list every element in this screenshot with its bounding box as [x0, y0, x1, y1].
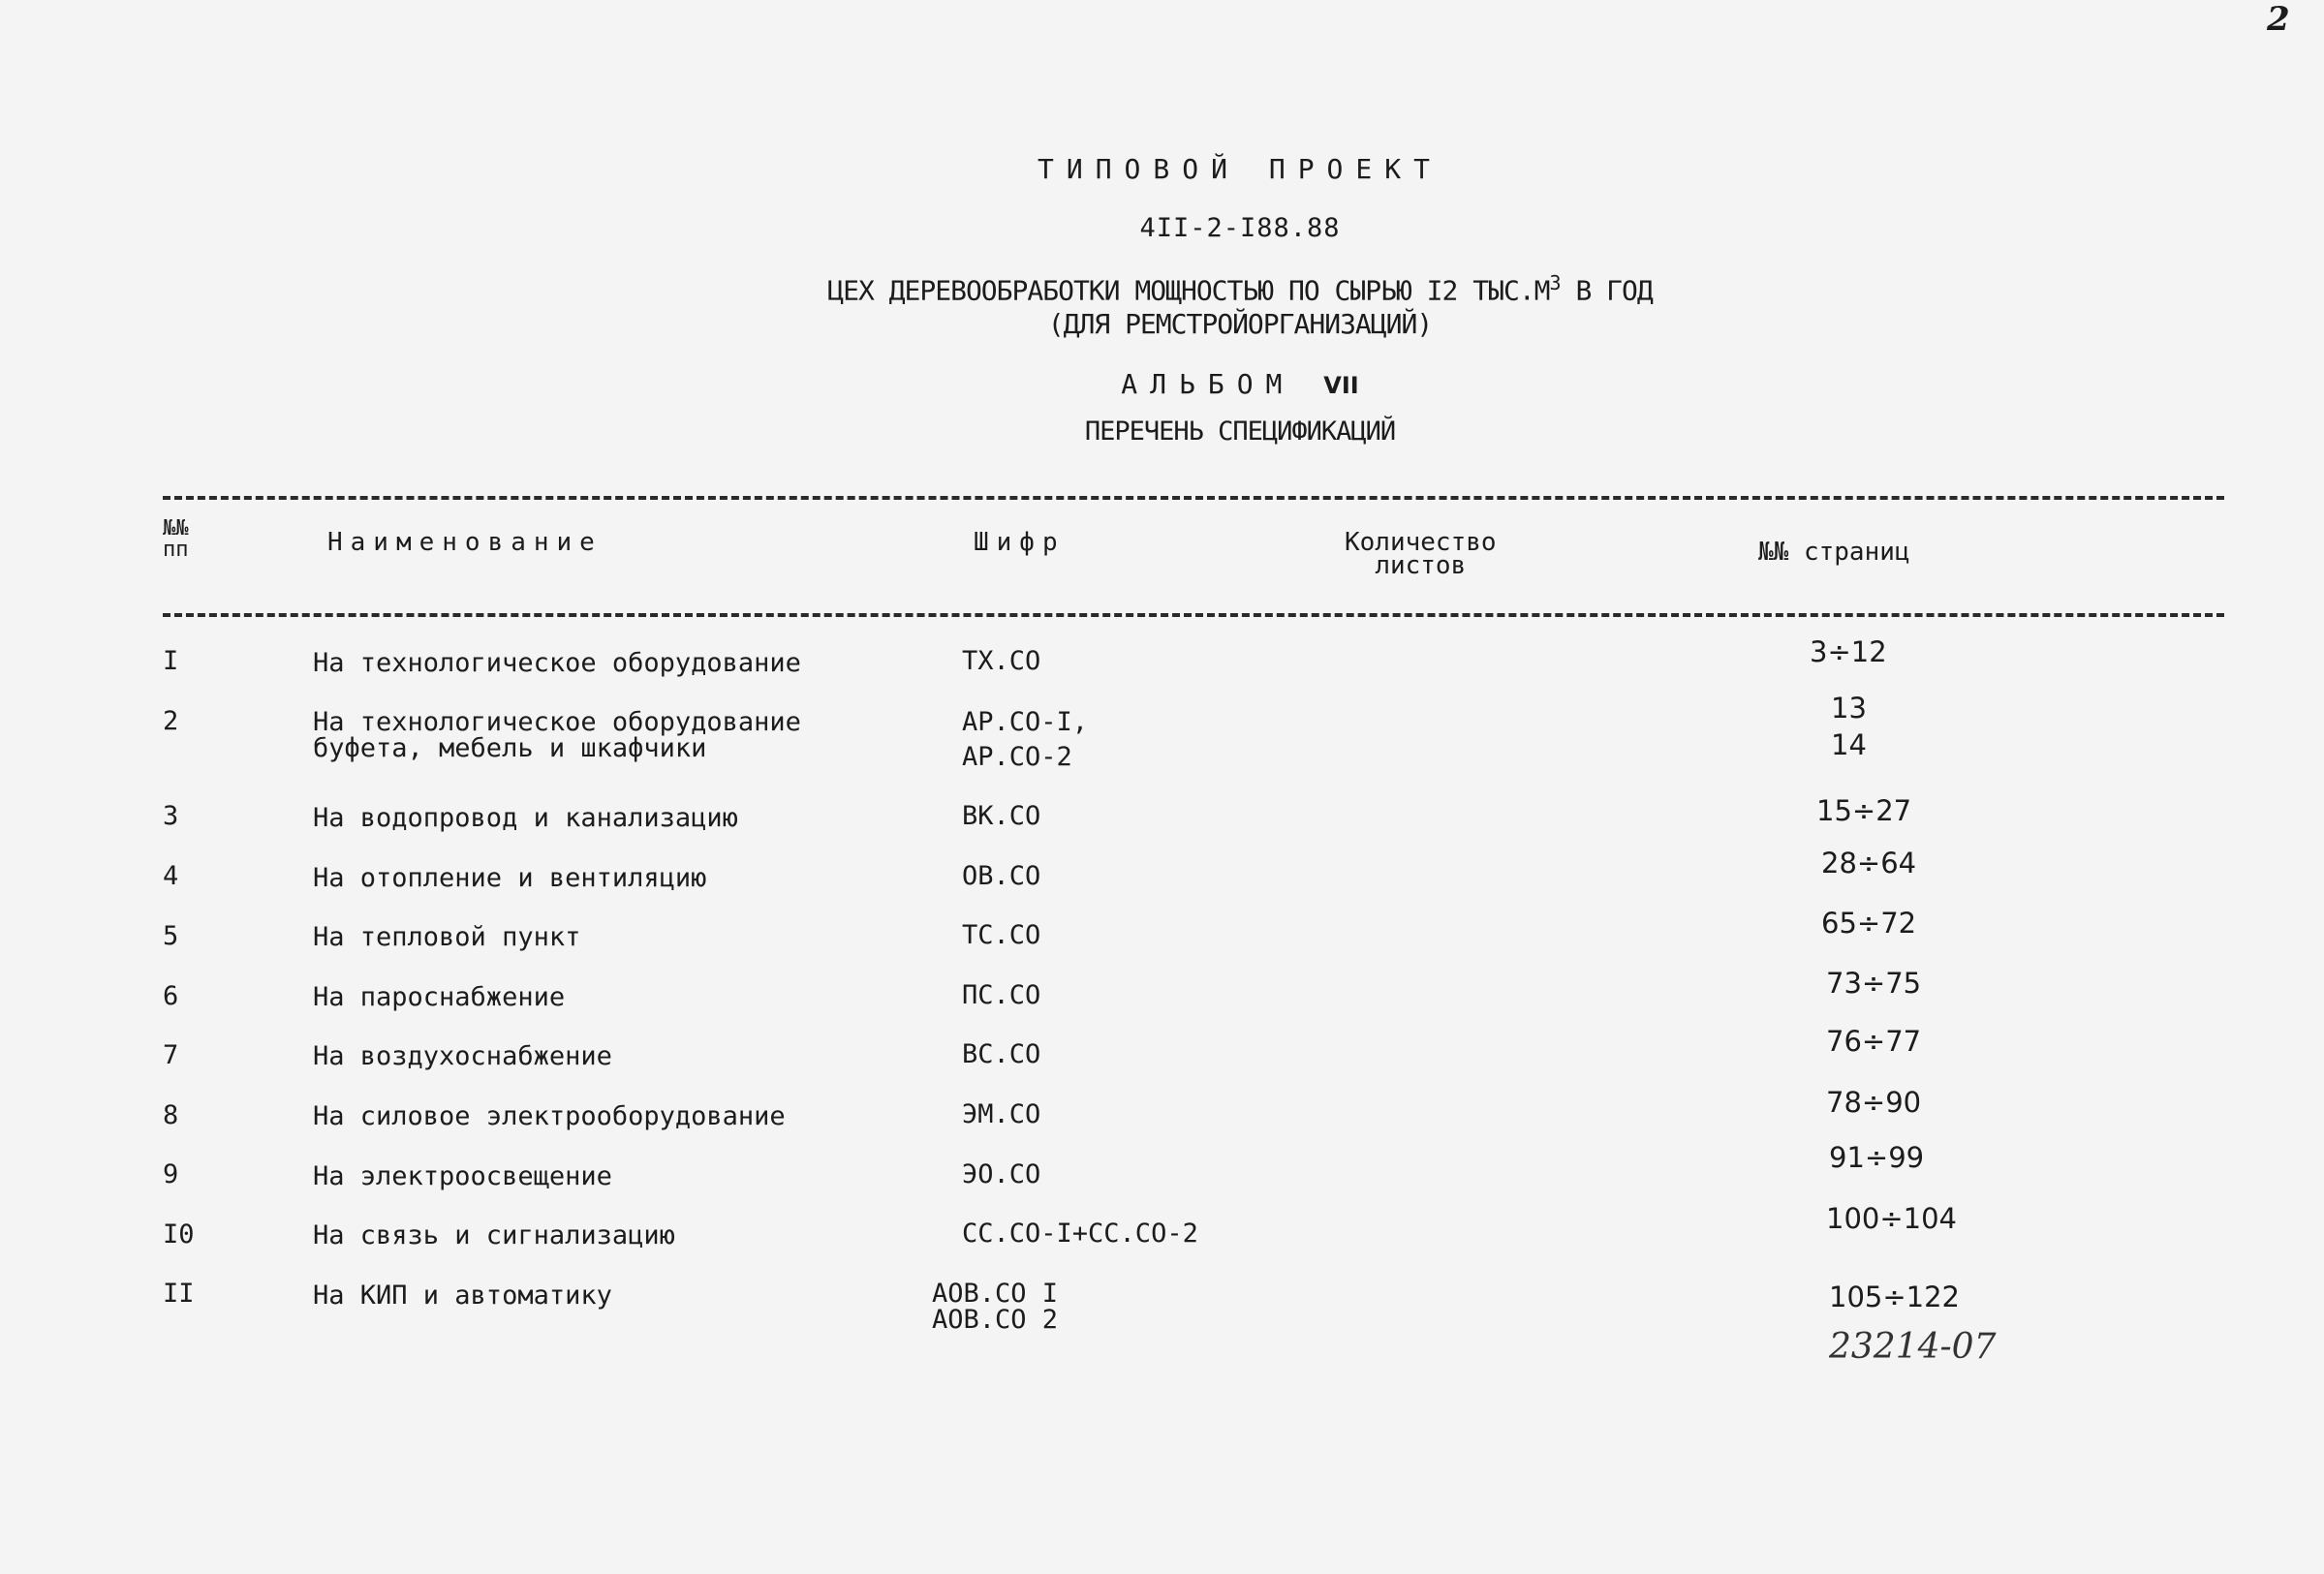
row-pages: 91÷99	[1829, 1141, 1925, 1174]
row-code: ТС.СО	[962, 920, 1041, 950]
row-code: АР.СО-I,	[962, 707, 1089, 737]
page-number: 2	[2267, 0, 2290, 39]
column-header-pages: №№ страниц	[1758, 538, 1910, 567]
table-top-divider	[163, 496, 2224, 500]
list-title: ПЕРЕЧЕНЬ СПЕЦИФИКАЦИЙ	[1084, 417, 1396, 447]
row-number: I0	[163, 1219, 195, 1250]
row-pages: 13	[1831, 692, 1867, 725]
column-header-count-line1: Количество	[1345, 528, 1497, 557]
row-name: На силовое электрооборудование	[313, 1101, 786, 1131]
column-header-number-line2: пп	[163, 538, 189, 562]
row-code: ПС.СО	[962, 980, 1041, 1010]
row-name: На водопровод и канализацию	[313, 803, 738, 833]
row-code: СС.СО-I+СС.СО-2	[962, 1219, 1198, 1249]
column-header-count-line2: листов	[1375, 551, 1467, 580]
row-name-line2: буфета, мебель и шкафчики	[313, 733, 707, 763]
row-number: 3	[163, 801, 179, 831]
row-name: На отопление и вентиляцию	[313, 863, 707, 893]
column-header-number	[163, 518, 189, 561]
column-header-count	[1345, 528, 1497, 580]
row-code: ТХ.СО	[962, 646, 1041, 676]
row-code: ЭО.СО	[962, 1159, 1041, 1189]
row-pages: 65÷72	[1821, 907, 1917, 940]
row-code: АОВ.СО I	[932, 1279, 1059, 1309]
row-number: II	[163, 1279, 195, 1309]
row-code: ВС.СО	[962, 1039, 1041, 1069]
row-pages: 15÷27	[1816, 794, 1912, 827]
row-pages: 3÷12	[1810, 635, 1887, 668]
row-pages-line2: 14	[1831, 728, 1867, 761]
row-name: На воздухоснабжение	[313, 1041, 612, 1071]
project-name-tail: В ГОД	[1560, 274, 1653, 307]
album-label: АЛЬБОМ	[1121, 368, 1295, 400]
row-name: На электроосвещение	[313, 1161, 612, 1191]
row-name: На тепловой пункт	[313, 922, 581, 952]
row-name: На пароснабжение	[313, 982, 566, 1012]
row-pages: 73÷75	[1826, 967, 1922, 1000]
project-subtitle: (ДЛЯ РЕМСТРОЙОРГАНИЗАЦИЙ)	[1047, 308, 1433, 340]
row-number: 7	[163, 1040, 179, 1070]
row-number: 4	[163, 861, 179, 891]
project-name	[775, 271, 1705, 306]
project-name-superscript: 3	[1549, 271, 1561, 294]
row-pages: 28÷64	[1821, 847, 1917, 880]
row-number: 9	[163, 1159, 179, 1189]
row-pages: 100÷104	[1826, 1202, 1958, 1235]
column-header-code: Шифр	[974, 528, 1066, 557]
row-number: 6	[163, 981, 179, 1011]
album-heading	[775, 368, 1705, 400]
row-number: 2	[163, 706, 179, 736]
row-name: На технологическое оборудование	[313, 648, 801, 678]
row-name: На технологическое оборудование	[313, 707, 801, 737]
row-code: ВК.СО	[962, 801, 1041, 831]
row-pages: 78÷90	[1826, 1086, 1922, 1119]
row-code-line2: АР.СО-2	[962, 742, 1072, 772]
row-code: ОВ.СО	[962, 861, 1041, 891]
row-pages: 76÷77	[1826, 1025, 1922, 1058]
row-number: 5	[163, 921, 179, 951]
row-name: На связь и сигнализацию	[313, 1220, 675, 1250]
row-code: ЭМ.СО	[962, 1099, 1041, 1129]
row-pages: 105÷122	[1829, 1281, 1961, 1313]
column-header-name: Наименование	[327, 528, 603, 557]
column-header-number-line1: №№	[163, 516, 189, 540]
project-code: 4II-2-I88.88	[1139, 213, 1341, 243]
album-number: VII	[1323, 372, 1359, 399]
row-number: 8	[163, 1100, 179, 1130]
table-header-divider	[163, 613, 2224, 617]
row-number: I	[163, 646, 179, 676]
row-name: На КИП и автоматику	[313, 1281, 612, 1311]
document-title: ТИПОВОЙ ПРОЕКТ	[1037, 153, 1442, 185]
row-code-line2: АОВ.СО 2	[932, 1305, 1059, 1335]
project-name-main: ЦЕХ ДЕРЕВООБРАБОТКИ МОЩНОСТЬЮ ПО СЫРЬЮ I2 ТЫС.М	[827, 274, 1550, 307]
handwritten-note: 23214-07	[1829, 1327, 1997, 1367]
